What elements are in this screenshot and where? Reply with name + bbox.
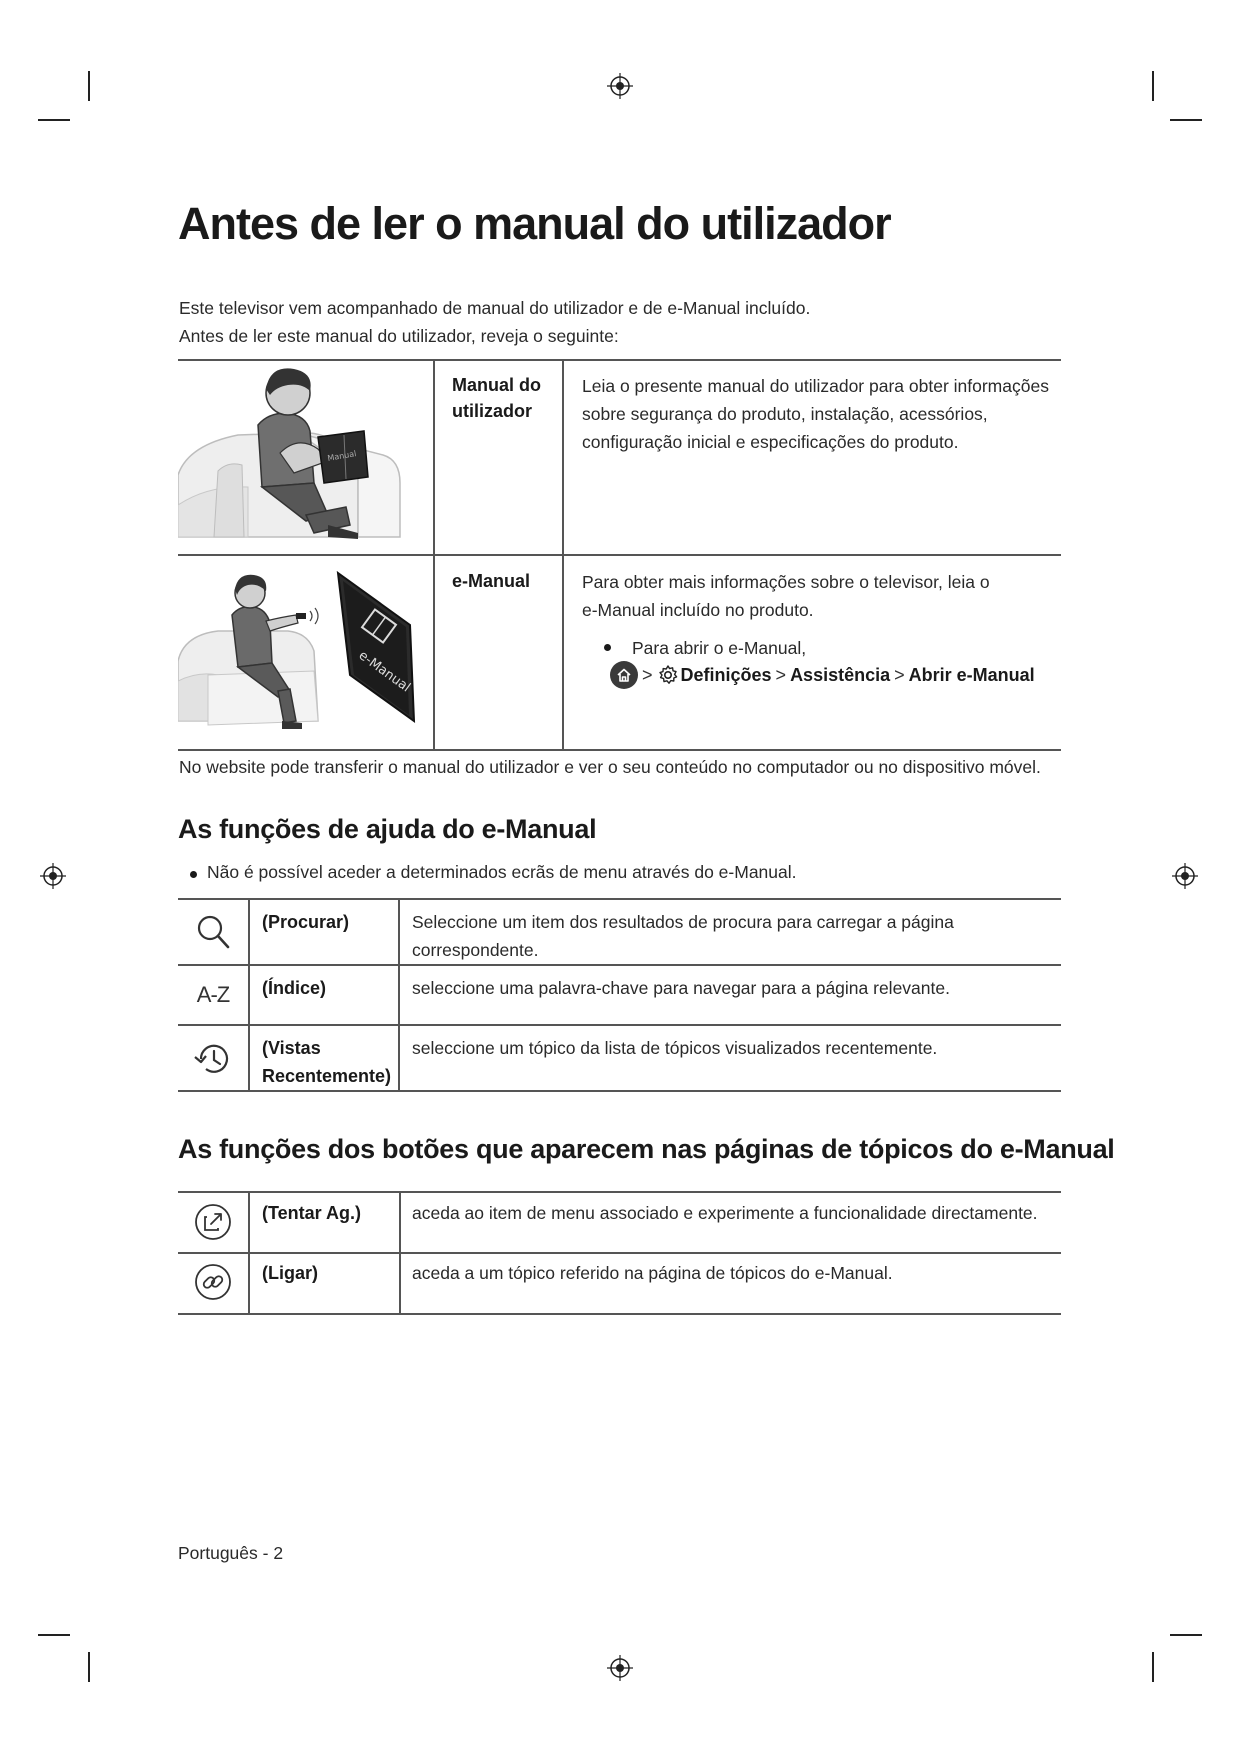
crop-mark <box>1152 71 1154 101</box>
page-number: Português - 2 <box>178 1543 284 1563</box>
index-label: (Índice) <box>262 978 327 998</box>
crop-mark <box>1170 1634 1202 1636</box>
table-divider <box>562 359 564 750</box>
bullet-dot <box>604 644 611 651</box>
tv-screen-text: e-Manual <box>355 648 413 696</box>
recent-label-line: Recentemente) <box>262 1066 392 1086</box>
table-divider <box>248 898 250 1091</box>
path-step-open-e-manual: Abrir e-Manual <box>908 664 1035 685</box>
person-watching-e-manual-illustration <box>178 571 428 741</box>
registration-mark-icon <box>607 1655 633 1681</box>
search-label: (Procurar) <box>262 912 350 932</box>
history-icon <box>192 1038 234 1080</box>
table-divider <box>248 1191 250 1314</box>
help-section-heading: As funções de ajuda do e-Manual <box>178 814 597 844</box>
registration-mark-icon <box>607 73 633 99</box>
index-description: seleccione uma palavra-chave para navegar para a página relevante. <box>412 978 950 998</box>
manual-label <box>452 372 541 424</box>
crop-mark <box>88 1652 90 1682</box>
path-separator: > <box>642 664 653 685</box>
table-rule <box>178 1024 1061 1026</box>
table-divider <box>398 898 400 1091</box>
intro-line: Antes de ler este manual do utilizador, reveja o seguinte: <box>179 326 619 346</box>
download-note: No website pode transferir o manual do utilizador e ver o seu conteúdo no computador ou no dispositivo móvel. <box>179 757 1041 777</box>
table-rule <box>178 1090 1061 1092</box>
link-description: aceda a um tópico referido na página de tópicos do e-Manual. <box>412 1263 893 1283</box>
table-divider <box>433 359 435 750</box>
button-functions-table <box>178 1191 1061 1315</box>
crop-mark <box>38 119 70 121</box>
manual-table <box>178 359 1061 751</box>
table-divider <box>399 1191 401 1314</box>
page-title: Antes de ler o manual do utilizador <box>178 198 891 249</box>
svg-text:Manual: Manual <box>326 449 357 463</box>
help-section-bullet: Não é possível aceder a determinados ecrãs de menu através do e-Manual. <box>207 862 797 882</box>
crop-mark <box>1170 119 1202 121</box>
crop-mark <box>1152 1652 1154 1682</box>
gear-icon <box>657 664 679 686</box>
table-rule <box>178 1191 1061 1193</box>
intro-text <box>179 294 810 350</box>
link-label: (Ligar) <box>262 1263 318 1283</box>
table-rule <box>178 964 1061 966</box>
table-rule <box>178 1313 1061 1315</box>
person-reading-manual-illustration <box>178 365 408 547</box>
bullet-dot <box>190 871 197 878</box>
home-icon <box>610 661 638 689</box>
table-rule <box>178 359 1061 361</box>
recent-label <box>262 1034 391 1090</box>
recent-label-line: (Vistas <box>262 1038 321 1058</box>
e-manual-path <box>610 661 1035 689</box>
try-now-label: (Tentar Ag.) <box>262 1203 361 1223</box>
try-now-icon <box>192 1201 234 1243</box>
link-icon <box>192 1261 234 1303</box>
search-description: Seleccione um item dos resultados de procura para carregar a página correspondente. <box>412 912 954 960</box>
crop-mark <box>88 71 90 101</box>
search-icon <box>192 910 234 952</box>
crop-mark <box>38 1634 70 1636</box>
buttons-section-heading: As funções dos botões que aparecem nas páginas de tópicos do e-Manual <box>178 1134 1115 1164</box>
e-manual-bullet: Para abrir o e-Manual, <box>632 638 807 658</box>
a-z-index-icon <box>192 974 234 1016</box>
path-step-support: Assistência <box>790 664 891 685</box>
e-manual-label: e-Manual <box>452 571 531 591</box>
registration-mark-icon <box>40 863 66 889</box>
try-now-description: aceda ao item de menu associado e experimente a funcionalidade directamente. <box>412 1203 1038 1223</box>
path-separator: > <box>894 664 905 685</box>
path-separator: > <box>775 664 787 685</box>
a-z-index-icon-text: A-Z <box>196 982 230 1007</box>
table-rule <box>178 898 1061 900</box>
recent-description: seleccione um tópico da lista de tópicos visualizados recentemente. <box>412 1038 938 1058</box>
table-rule <box>178 554 1061 556</box>
intro-line: Este televisor vem acompanhado de manual do utilizador e de e-Manual incluído. <box>179 298 811 318</box>
manual-description: Leia o presente manual do utilizador para obter informações sobre segurança do produto, instalação, acessórios, configuração inicial e especificações do produto. <box>582 376 1049 452</box>
table-rule <box>178 749 1061 751</box>
registration-mark-icon <box>1172 863 1198 889</box>
e-manual-description: Para obter mais informações sobre o televisor, leia o e-Manual incluído no produto. <box>582 572 990 620</box>
manual-label-line: Manual do <box>452 375 541 395</box>
manual-label-line: utilizador <box>452 401 532 421</box>
help-functions-table <box>178 898 1061 1092</box>
path-step-settings: Definições <box>680 664 772 685</box>
table-rule <box>178 1252 1061 1254</box>
